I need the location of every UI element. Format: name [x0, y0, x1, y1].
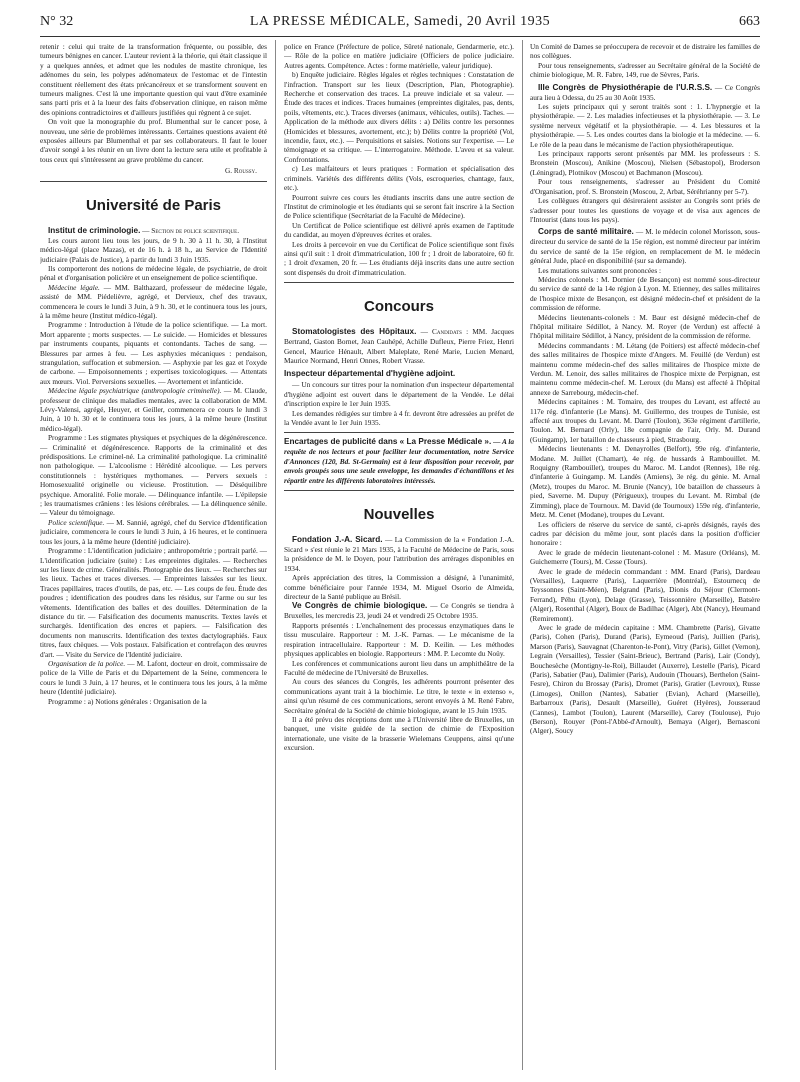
column-2 — [284, 42, 514, 1072]
paragraph: Médecins lieutenants-colonels : M. Baur est désigné médecin-chef de l'hôpital militaire Sédillot, à Nancy. M. Royer (de Verdun) est affecté à l'hôpital militaire Sédillot, à Nancy, président de la commission de réforme. — [530, 312, 760, 341]
paragraph: Médecins colonels : M. Dornier (de Besançon) est nommé sous-directeur du service de santé de la 14e région à Lyon. M. Etienney, des salles militaires de l'hospice mixte de Besançon, est désigné médecin-chef et président de la commission de réforme. — [530, 274, 760, 313]
paragraph: Les mutations suivantes sont prononcées : — [538, 265, 662, 275]
paragraph-label: Médecine légale psychiatrique (anthropologie criminelle). — [48, 386, 222, 396]
paragraph: Après appréciation des titres, la Commission a désigné, à l'unanimité, comme bénéficiaire pour l'année 1934, M. Miguel Osorio de Almeida, directeur de la Santé publique au Brésil. — [284, 573, 514, 602]
column-divider — [522, 40, 523, 1070]
paragraph: Les officiers de réserve du service de santé, ci-après désignés, rayés des cadres par décision du même jour, sont placés dans la position d'officier honoraire : — [530, 519, 760, 548]
article-text: retenir : celui qui traite de la transformation fréquente, ou possible, des tumeurs bénignes en cancer. L'auteur revient à la théorie, qui était classique il y a quelques années, et admet que les nodules de mastite chronique, les adénomes du sein, les polypes adénomateux de l'estomac et de l'intestin constituent réellement des états précancéreux et se transforment souvent en tumeurs malignes. C'est là une importante question qui vaut d'être examinée sans parti pris et à la lueur des faits d'observation clinique, en raison même des opinions contradictoires et d'ailleurs justifiées qui règnent à ce sujet. — [40, 42, 267, 117]
paragraph: Rapports présentés : L'enchaînement des processus enzymatiques dans le tissu musculaire. Rapporteur : M. J.-K. Parnas. — Le mécanisme de la respiration intracellulaire. Rapporteur : M. D. Keilin. — Les méthodes physiques applicables en biologie. Rapporteurs : MM. P. Lecomte du Noüy. — [284, 620, 514, 659]
paragraph: MM. Jacques Bertrand, Gaston Bornet, Jean Cauhépé, Achille Dufleux, Pierre Friez, Henri Gencel, Maurice Hénault, Albert Maleplate, René Marie, Lucien Menard, Maurice Normand, Henri Onnes, Robert Vrasse. — [284, 327, 514, 365]
section-rule — [40, 181, 267, 182]
paragraph: Pour tous renseignements, s'adresser au Président du Comité d'Organisation, prof. S. Bronstein (Moscou, 2, Arbat, Séréhrianny per 5-7). — [530, 177, 760, 196]
article-text: On voit que la monographie du prof. Blumenthal sur le cancer pose, à nouveau, une série de problèmes intéressants. Certaines questions avaient été exposées ailleurs par Blumenthal et par ses collaborateurs. Il faut le louer d'avoir songé à les réunir en un livre dont la lecture sera utile et profitable à tous ceux qui s'intéressent au grave problème du cancer. — [40, 117, 267, 164]
paragraph: Les conférences et communications auront lieu dans un amphithéâtre de la Faculté de médecine de l'Université de Bruxelles. — [284, 658, 514, 677]
column-divider — [275, 40, 276, 1070]
paragraph: Les sujets principaux qui y seront traités sont : 1. L'hypnergie et la physiothérapie. — 2. Les maladies infectieuses et la physiothérapie. — 3. Le système nerveux végétatif et la physiothérapie. — 4. Les blessures et la physiothérapie. — 5. Les ondes courtes dans la biologie et la médecine. — 6. Le rôle de la peau dans le mécanisme de l'action physiothérapeutique. — [530, 102, 760, 149]
paragraph-label: Médecine légale. — [48, 282, 100, 292]
paragraph: Pourront suivre ces cours les étudiants inscrits dans une autre section de l'Institut de criminologie et les étudiants qui se seront fait inscrire à la Section de Police scientifique (Secrétariat de la Faculté de Médecine). — [284, 192, 514, 221]
paragraph: Programme : Introduction à l'étude de la police scientifique. — La mort. Mort apparente ; morts suspectes. — Le suicide. — Homicides et blessures par instruments coupants, piquants et contondants. Taches de sang. — Blessures par armes à feu. — Les asphyxies mécaniques : pendaison, strangulation, suffocation et submersion. — Asphyxie par les gaz et l'oxyde de carbone. — Empoisonnements ; expertises toxicologiques. — Attentats aux mœurs. Viol. Perversions sexuelles. — Avortement et infanticide. — [40, 320, 267, 386]
paragraph: Avec le grade de médecin capitaine : MM. Chambrette (Paris), Givatte (Paris), Cohen (Paris), Durand (Paris), Eymeoud (Paris), Juillien (Paris), Marson (Paris), Sauvagnat (Charenton-le-Pont), Vitry (Paris), Gillet (Vernon), Legrain (Versailles), Tessier (Saint-Brieuc), Bertrand (Paris), Lair (Condy), Bouchesèche (Montigny-le-Roi), Billaudet (Auxerre), Lestelle (Paris), Picard (Paris), Sabatier (Pau), Dalimier (Paris), Audouin (Thouars), Berthelon (Saint-Fesre), Chiron du Brossay (Paris), Dromet (Paris), Gratier (Levroux), Russe (Limoges), Onillon (Nantes), Sabatier (Evian), Achard (Marseille), Barbarroux (Paris), Desault (Marseille), Guéret (Hyères), Jousseraud (Cannes), Lambot (Toulon), Laurent (Marseille), Carey (Toulouse), Pujo (Berson), Rouyer (Pont-l'Abbé-d'Arnoult), Bemaya (Alger), Bernasconi (Alger), Soucy — [530, 622, 760, 736]
section-rule — [284, 432, 514, 433]
subsection-title: Stomatologistes des Hôpitaux. — [292, 327, 417, 337]
subsection-title: IIIe Congrès de Physiothérapie de l'U.R.S.S. — [538, 82, 713, 92]
section-title-concours: Concours — [363, 298, 434, 316]
paragraph: police en France (Préfecture de police, Sûreté nationale, Gendarmerie, etc.). — Rôle de la police en matière judiciaire (Officiers de police judiciaire. Autres agents. Compétence. Actes : forme matérielle, valeur juridique). — [284, 42, 514, 70]
paragraph: Pour tous renseignements, s'adresser au Secrétaire général de la Société de chimie biologique, M. R. Fabre, 149, rue de Sèvres, Paris. — [530, 60, 760, 80]
subsection-title: Institut de criminologie. — [48, 225, 141, 235]
page-number: 663 — [739, 14, 760, 29]
paragraph: — Un concours sur titres pour la nomination d'un inspecteur départemental d'hygiène adjoint est ouvert dans le département de la Vendée. Le délai d'inscription expire le 1er Juin 1935. — [284, 380, 514, 409]
paragraph: — M. Claude, professeur de clinique des maladies mentales, avec la collaboration de MM. Lévy-Valensi, agrégé, Heuyer, et Geiller, commencera ce cours le lundi 3 Juin, à 10 h. 30 et le continuera tous les jours, à la même heure (Institut médico-légal). — [40, 386, 267, 433]
paragraph: b) Enquête judiciaire. Règles légales et règles techniques : Constatation de l'infraction. Transport sur les lieux (Description, Plan, Photographie). Recherche et conservation des traces. La preuve indiciale et sa valeur. — Étude des traces et indices. Traces humaines (empreintes digitales, pas, dents, poils, vêtements, etc.). Traces diverses (animaux, véhicules, outils). Taches. — Application de la méthode aux divers délits : a) Délits contre les personnes (Homicides et blessures, avortement, etc.); b) Délits contre la propriété (Vol, incendie, faux, etc.). — Perquisitions et saisies. Notions sur l'expertise. — Le témoignage et sa critique. — L'interrogatoire. Méthode. L'aveu et sa valeur. Confrontations. — [284, 70, 514, 164]
paragraph: Les cours auront lieu tous les jours, de 9 h. 30 à 11 h. 30, à l'Institut médico-légal (place Mazas), et de 16 h. à 18 h., au Service de l'Identité judiciaire (Palais de Justice), à partir du lundi 3 Juin 1935. — [40, 235, 267, 264]
header-rule — [40, 36, 760, 37]
paragraph: Au cours des séances du Congrès, les adhérents pourront présenter des communications ayant trait à la biochimie. Le titre, le texte « in extenso », ainsi qu'un résumé de ces communications, seront envoyés à M. René Fabre, Secrétaire général de la Société de chimie biologique, avant le 15 Juin 1935. — [284, 677, 514, 715]
paragraph: — M. Lafont, docteur en droit, commissaire de police de la Ville de Paris et du Département de la Seine, commencera le cours le lundi 3 Juin, à 17 heures, et le continuera tous les jours, à la même heure (Identité judiciaire). — [40, 658, 267, 697]
paragraph-label: Organisation de la police. — [48, 658, 126, 668]
paragraph: — M. Sannié, agrégé, chef du Service d'Identification judiciaire, commencera le cours le lundi 3 Juin, à 16 heures, et le continuera tous les jours, à la même heure (Identité judiciaire). — [40, 517, 267, 546]
section-title-universite: Université de Paris — [85, 196, 222, 214]
section-rule — [284, 490, 514, 491]
subsection-subtitle: — Candidats : — [420, 327, 469, 337]
paragraph: — MM. Balthazard, professeur de médecine légale, assisté de MM. Piédelièvre, agrégé, et Dervieux, chef des travaux, commencera le cours le lundi 3 Juin, à 9 h. 30, et le continuera tous les jours, à la même heure (Institut médico-légal). — [40, 282, 267, 320]
paragraph: Programme : L'identification judiciaire ; anthropométrie ; portrait parlé. — L'identification judiciaire (suite) : Les empreintes digitales. — Recherches sur les lieux de crime. Généralités. Photographie des lieux. — Recherches sur les lieux. Taches et traces diverses. — Empreintes laissées sur les lieux. Traces papillaires, traces d'outils, de pas, etc. — Les coups de feu. Étude des poudres ; identification des poudres dans les résidus, sur l'arme ou sur les vêtements. Identification des balles et des douilles. Détermination de la distance du tir. — Falsification des documents manuscrits. Textes lavés et surchargés. Identification des encres et papiers. — Falsification des documents non manuscrits. Identification des textes dactylographiés. Faux titres, faux chèques. — Vols postaux. Falsification et contrefaçon des œuvres d'art. — Visite du Service de l'Identité judiciaire. — [40, 546, 267, 659]
paragraph: Programme : Les stigmates physiques et psychiques de la dégénérescence. — Criminalité et dégénérescence. Rapports de la criminalité et des prédispositions. Le criminel-né. La criminalité pathologique. La criminalité non pathologique. — L'alcoolisme : Hérédité alcoolique. — Les pervers constitutionnels : hystériques mythomanes. — Pervers sexuels : Homosexualité originelle ou vicieuse. Prostitution. — Déséquilibre psychique. Amoralité. Folie morale. — Délinquance infantile. — L'épilepsie ; les traumatismes crâniens : les lésions cérébrales. — La délinquence sénile. — Valeur du témoignage. — [40, 433, 267, 518]
paragraph: Programme : a) Notions générales : Organisation de la — [48, 696, 207, 706]
subsection-subtitle: — Section de police scientifique. — [142, 225, 240, 235]
column-3 — [530, 42, 760, 1072]
paragraph: c) Les malfaiteurs et leurs pratiques : Formation et spécialisation des criminels. Variétés des différents délits (Vols, escroqueries, chantage, faux, etc.). — [284, 164, 514, 193]
paragraph: Les droits à percevoir en vue du Certificat de Police scientifique sont fixés ainsi qu'il suit : 1 droit d'immatriculation, 100 fr ; 1 droit de laboratoire, 60 fr. ; 1 droit d'examen, 20 fr. — Les étudiants déjà inscrits dans une autre section sont dispensés du droit d'immatriculation. — [284, 239, 514, 277]
paragraph: Avec le grade de médecin lieutenant-colonel : M. Masure (Orléans), M. Guichemerre (Tours), M. Cesse (Tours). — [530, 547, 760, 567]
paragraph: Ils comporteront des notions de médecine légale, de psychiatrie, de droit pénal et d'organisation policière et un enseignement de police scientifique. — [40, 263, 267, 283]
paragraph: Les principaux rapports seront présentés par MM. les professeurs : S. Bronstein (Moscou), Anikine (Moscou), Nielsen (Sébastopol), Broderson (Léningrad), Plotnikov (Moscou) et Bachmanon (Moscou). — [530, 149, 760, 177]
paragraph: Il a été prévu des réceptions dont une à l'Université libre de Bruxelles, un banquet, une visite guidée de la section de chimie de l'Exposition internationale, une visite de la brasserie Wielemans Ceuppens, ainsi qu'une excursion. — [284, 714, 514, 753]
signature: G. Roussy. — [224, 166, 257, 176]
paragraph: Médecins lieutenants : M. Denayrolles (Belfort), 99e rég. d'infanterie, Modane. M. Juillet (Chamart), 4e rég. de hussards à Rambouillet. M. Roquigny (Rambouillet), troupes du Maroc. M. Landot (Rennes), 18e rég. d'infanterie à Guingamp. M. Landès (Amiens), 3e rég. du génie. M. Arnal (Metz), troupes du Maroc. M. Brunie (Nancy), 10e bataillon de chasseurs à pied, Saverne. M. Dupuy (Périgueux), troupes du Levant. M. Rimbal (de Zimming), place de Tournoux. M. David (de Tournoux) 159e rég. d'infanterie, Metz. M. Cenet (Modane), troupes du Levant. — [530, 444, 760, 520]
paragraph: Médecins commandants : M. Létang (de Poitiers) est affecté médecin-chef des salles militaires de l'hospice mixte d'Angers. M. Feuillé (de Verdun) est maintenu comme médecin-chef des salles militaires de l'hospice mixte de Verdun. M. Lenoir, des salles militaires de l'hospice mixte de Perpignan, est maintenu comme médecin-chef. M. Leroux (du Mans) est affecté à l'hôpital annexe de Sarrebourg, médecin-chef. — [530, 340, 760, 397]
section-rule — [284, 282, 514, 283]
subsection-title: Corps de santé militaire. — [538, 227, 634, 237]
paragraph: Les collègues étrangers qui désireraient assister au Congrès sont priés de s'adresser pour toutes les questions de voyage et de visa aux agences de l'Intourist (dans tous les pays). — [530, 196, 760, 224]
paragraph: — Ce Congrès aura lieu à Odessa, du 25 au 30 Août 1935. — [530, 82, 760, 102]
section-title-nouvelles: Nouvelles — [363, 506, 435, 524]
paragraph: — M. le médecin colonel Morisson, sous-directeur du service de santé de la 15e région, est nommé directeur par intérim du service de santé de la 15e région, en remplacement de M. le médecin général Jude, placé en disponibilité (sur sa demande). — [530, 227, 760, 266]
subsection-title: Ve Congrès de chimie biologique. — [292, 601, 428, 611]
paragraph: — La Commission de la « Fondation J.-A. Sicard » s'est réunie le 21 Mars 1935, à la Faculté de Médecine de Paris, sous la présidence de M. le Doyen, pour l'attribution des arrérages disponibles en 1934. — [284, 535, 514, 573]
subsection-title: Inspecteur départemental d'hygiène adjoint. — [284, 369, 456, 379]
notice-title: Encartages de publicité dans « La Presse Médicale ». — [284, 437, 492, 447]
paragraph: Un Certificat de Police scientifique est délivré après examen de l'aptitude du candidat, au moyen d'épreuves écrites et orales. — [284, 220, 514, 240]
page-header — [40, 14, 760, 34]
issue-number: N° 32 — [40, 14, 74, 29]
paragraph: — Ce Congrès se tiendra à Bruxelles, les mercredis 23, jeudi 24 et vendredi 25 Octobre 1935. — [284, 601, 514, 621]
paragraph-label: Police scientifique. — [48, 517, 105, 527]
notice-text: — A la requête de nos lecteurs et pour faciliter leur documentation, notre Service d'Annonces (120, Bd. St-Germain) est à leur disposition pour recevoir, par envois groupés sous une seule enveloppe, les demandes d'échantillons et les répartir entre les différents laboratoires intéressés. — [284, 437, 514, 485]
journal-title: LA PRESSE MÉDICALE, Samedi, 20 Avril 1935 — [249, 14, 551, 29]
subsection-title: Fondation J.-A. Sicard. — [292, 535, 383, 545]
paragraph: Les demandes rédigées sur timbre à 4 fr. devront être adressées au préfet de la Vendée avant le 1er Juin 1935. — [284, 408, 514, 427]
paragraph: Avec le grade de médecin commandant : MM. Enard (Paris), Dardeau (Versailles), Laquerre (Paris), Laquerrière (Montréal), Estournecq de Teyssonnes (Saint-Méen), Belgrand (Paris), Dionis du Séjour (Clermont-Ferrand), Péhu (Lyon), Delage (Grasse), Teissonnière (Marseille), Batsère (Alger), Rosenthal (Alger), Boux de Badilhac (Alger), Abt (Nancy), Heumand (Remiremont). — [530, 566, 760, 623]
paragraph: Un Comité de Dames se préoccupera de recevoir et de distraire les familles de nos collègues. — [530, 42, 760, 61]
column-1 — [40, 42, 267, 1072]
paragraph: Médecins capitaines : M. Tomaire, des troupes du Levant, est affecté au 117e rég. d'infanterie (Le Mans). M. Guillermo, des troupes de Tunisie, est affecté aux troupes du Levant. M. Darré (Toulon), 363e régiment d'artillerie, Toulon. M. Bernard (Orly), 18e compagnie de l'air, Orly. M. Durand (Guingamp), 1er bataillon de chasseurs à pied, Strasbourg. — [530, 397, 760, 444]
